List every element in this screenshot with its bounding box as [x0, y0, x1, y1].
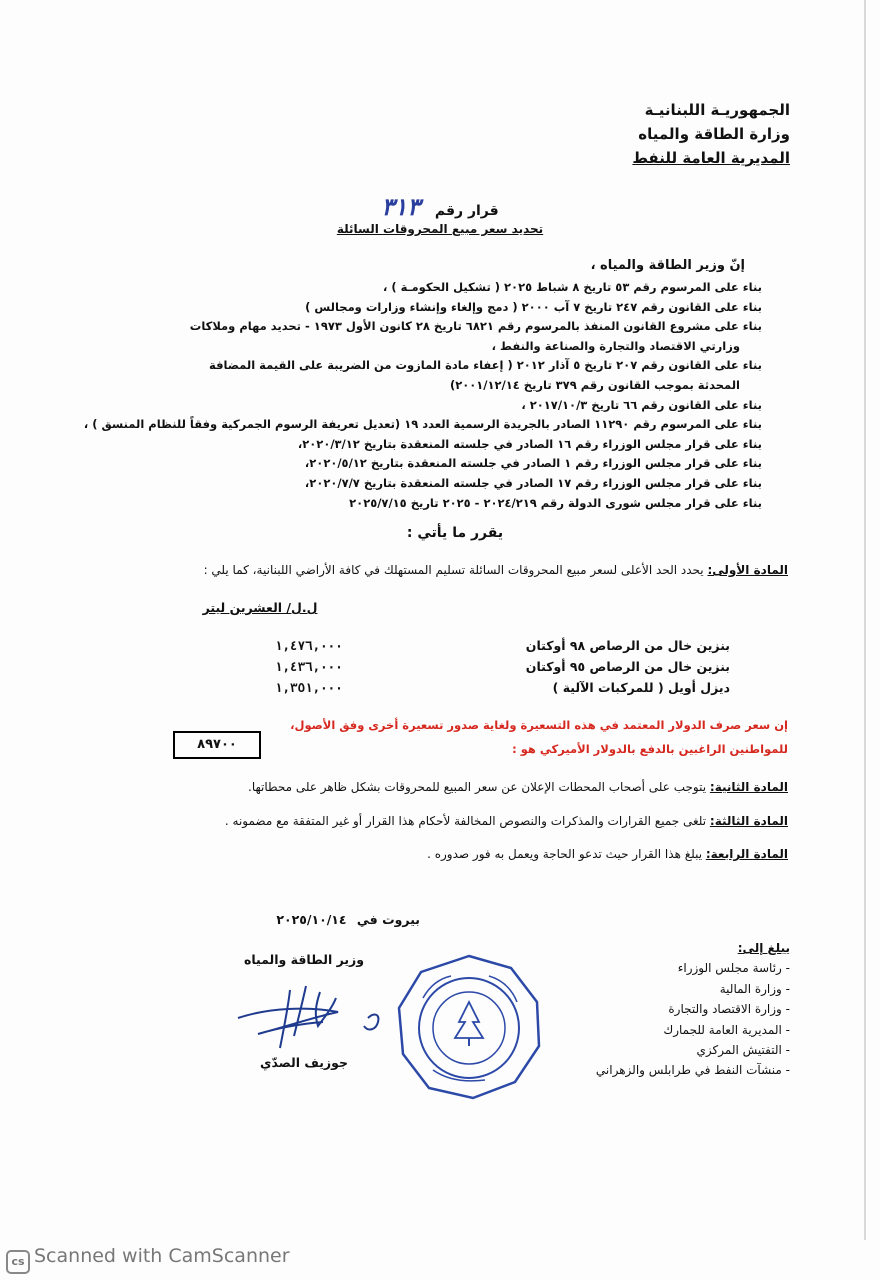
- minister-intro: إنّ وزير الطاقة والمياه ،: [590, 258, 745, 273]
- distribution-title: يبلغ إلى:: [737, 941, 790, 955]
- article-two-label: المادة الثانية:: [709, 780, 788, 794]
- article-four: [88, 847, 788, 861]
- basis-line: بناء على قرار مجلس الوزراء رقم ١٧ الصادر في جلسته المنعقدة بتاريخ ٢٠٢٠/٧/٧،: [304, 475, 762, 490]
- issue-place-date: [250, 912, 420, 927]
- product-name: بنزين خال من الرصاص ٩٥ أوكتان: [525, 659, 730, 674]
- distribution-item: - التفتيش المركزي: [696, 1043, 790, 1058]
- exchange-rate-note: إن سعر صرف الدولار المعتمد في هذه التسعيرة ولغاية صدور تسعيرة أخرى وفق الأصول،: [290, 718, 788, 732]
- article-four-label: المادة الرابعة:: [705, 847, 788, 861]
- product-price: ١,٤٣٦,٠٠٠: [275, 659, 343, 674]
- handwritten-signature: [228, 978, 388, 1058]
- basis-line: بناء على قرار مجلس الوزراء رقم ١٦ الصادر في جلسته المنعقدة بتاريخ ٢٠٢٠/٣/١٢،: [297, 436, 762, 451]
- article-three-text: تلغى جميع القرارات والمذكرات والنصوص المخالفة لأحكام هذا القرار أو غير المتفقة مع مضمونه .: [224, 814, 710, 828]
- distribution-item: - وزارة المالية: [719, 981, 790, 996]
- letterhead-republic: الجمهوريـة اللبنانيـة: [644, 101, 790, 119]
- letterhead: [632, 98, 790, 170]
- basis-line: وزارتي الاقتصاد والتجارة والصناعة والنفط ،: [491, 338, 740, 353]
- basis-line: بناء على مشروع القانون المنفذ بالمرسوم رقم ٦٨٢١ تاريخ ٢٨ كانون الأول ١٩٧٣ - تحديد مهام وملاكات: [189, 319, 762, 334]
- letterhead-ministry: وزارة الطاقة والمياه: [638, 125, 790, 143]
- camscanner-logo-icon: cs: [6, 1250, 30, 1274]
- page-edge-divider: [864, 0, 866, 1240]
- issue-place: بيروت في: [356, 912, 420, 927]
- product-price: ١,٣٥١,٠٠٠: [275, 680, 343, 695]
- letterhead-directorate: المديرية العامة للنفط: [632, 149, 790, 167]
- camscanner-watermark: [6, 1245, 290, 1274]
- exchange-rate-note-2: للمواطنين الراغبين بالدفع بالدولار الأميركي هو :: [512, 742, 788, 756]
- article-three-label: المادة الثالثة:: [709, 814, 788, 828]
- camscanner-text: Scanned with CamScanner: [34, 1245, 290, 1267]
- basis-line: بناء على القانون رقم ٢٤٧ تاريخ ٧ آب ٢٠٠٠ ( دمج وإلغاء وإنشاء وزارات ومجالس ): [305, 299, 762, 314]
- basis-line: بناء على المرسوم رقم ١١٢٩٠ الصادر بالجريدة الرسمية العدد ١٩ (تعديل تعريفة الرسوم الجمركية وفقاً للنظام المنسق ) ،: [83, 417, 762, 432]
- issue-date: ٢٠٢٥/١٠/١٤: [276, 912, 347, 927]
- decision-number: ٣١٣: [381, 192, 420, 221]
- exchange-rate-box: ٨٩٧٠٠: [173, 731, 261, 759]
- signer-name: جوزيف الصدّي: [260, 1055, 348, 1070]
- price-unit-header: ل.ل/ العشرين ليتر: [202, 600, 318, 615]
- product-name: بنزين خال من الرصاص ٩٨ أوكتان: [525, 638, 730, 653]
- article-four-text: يبلغ هذا القرار حيث تدعو الحاجة ويعمل به فور صدوره .: [427, 847, 706, 861]
- distribution-item: - رئاسة مجلس الوزراء: [677, 961, 790, 976]
- distribution-item: - منشآت النفط في طرابلس والزهراني: [595, 1063, 790, 1078]
- decision-title: [0, 192, 880, 221]
- legal-basis-list: [83, 278, 762, 513]
- signer-title: وزير الطاقة والمياه: [243, 952, 365, 967]
- article-two: [88, 780, 788, 794]
- product-price: ١,٤٧٦,٠٠٠: [275, 638, 343, 653]
- product-name: ديزل أويل ( للمركبات الآلية ): [552, 680, 730, 695]
- decides-heading: يقرر ما يأتي :: [406, 525, 504, 541]
- basis-line: بناء على المرسوم رقم ٥٣ تاريخ ٨ شباط ٢٠٢٥ ( تشكيل الحكومـة ) ،: [382, 280, 762, 294]
- decision-label: قرار رقم: [434, 203, 499, 219]
- article-one-label: المادة الأولى:: [707, 563, 788, 577]
- distribution-item: - المديرية العامة للجمارك: [663, 1022, 790, 1037]
- official-stamp: [393, 950, 545, 1102]
- basis-line: بناء على قرار مجلس الوزراء رقم ١ الصادر في جلسته المنعقدة بتاريخ ٢٠٢٠/٥/١٢،: [304, 456, 762, 471]
- decision-subject: تحديد سعر مبيع المحروقات السائلة: [336, 222, 544, 236]
- article-two-text: يتوجب على أصحاب المحطات الإعلان عن سعر المبيع للمحروقات بشكل ظاهر على محطاتها.: [248, 780, 710, 794]
- basis-line: بناء على قرار مجلس شورى الدولة رقم ٢٠٢٤/٢١٩ - ٢٠٢٥ تاريخ ٢٠٢٥/٧/١٥: [349, 495, 762, 510]
- basis-line: بناء على القانون رقم ٢٠٧ تاريخ ٥ آذار ٢٠١٢ ( إعفاء مادة المازوت من الضريبة على القيمة المضافة: [209, 358, 762, 373]
- article-one-text: يحدد الحد الأعلى لسعر مبيع المحروقات السائلة تسليم المستهلك في كافة الأراضي اللبنانية، كما يلي :: [203, 563, 708, 577]
- distribution-item: - وزارة الاقتصاد والتجارة: [668, 1002, 790, 1017]
- basis-line: بناء على القانون رقم ٦٦ تاريخ ٢٠١٧/١٠/٣ ،: [521, 397, 762, 412]
- article-one: [88, 563, 788, 577]
- distribution-list: [570, 938, 790, 1081]
- basis-line: المحدثة بموجب القانون رقم ٣٧٩ تاريخ ٢٠٠١/١٢/١٤): [449, 377, 740, 392]
- article-three: [88, 814, 788, 828]
